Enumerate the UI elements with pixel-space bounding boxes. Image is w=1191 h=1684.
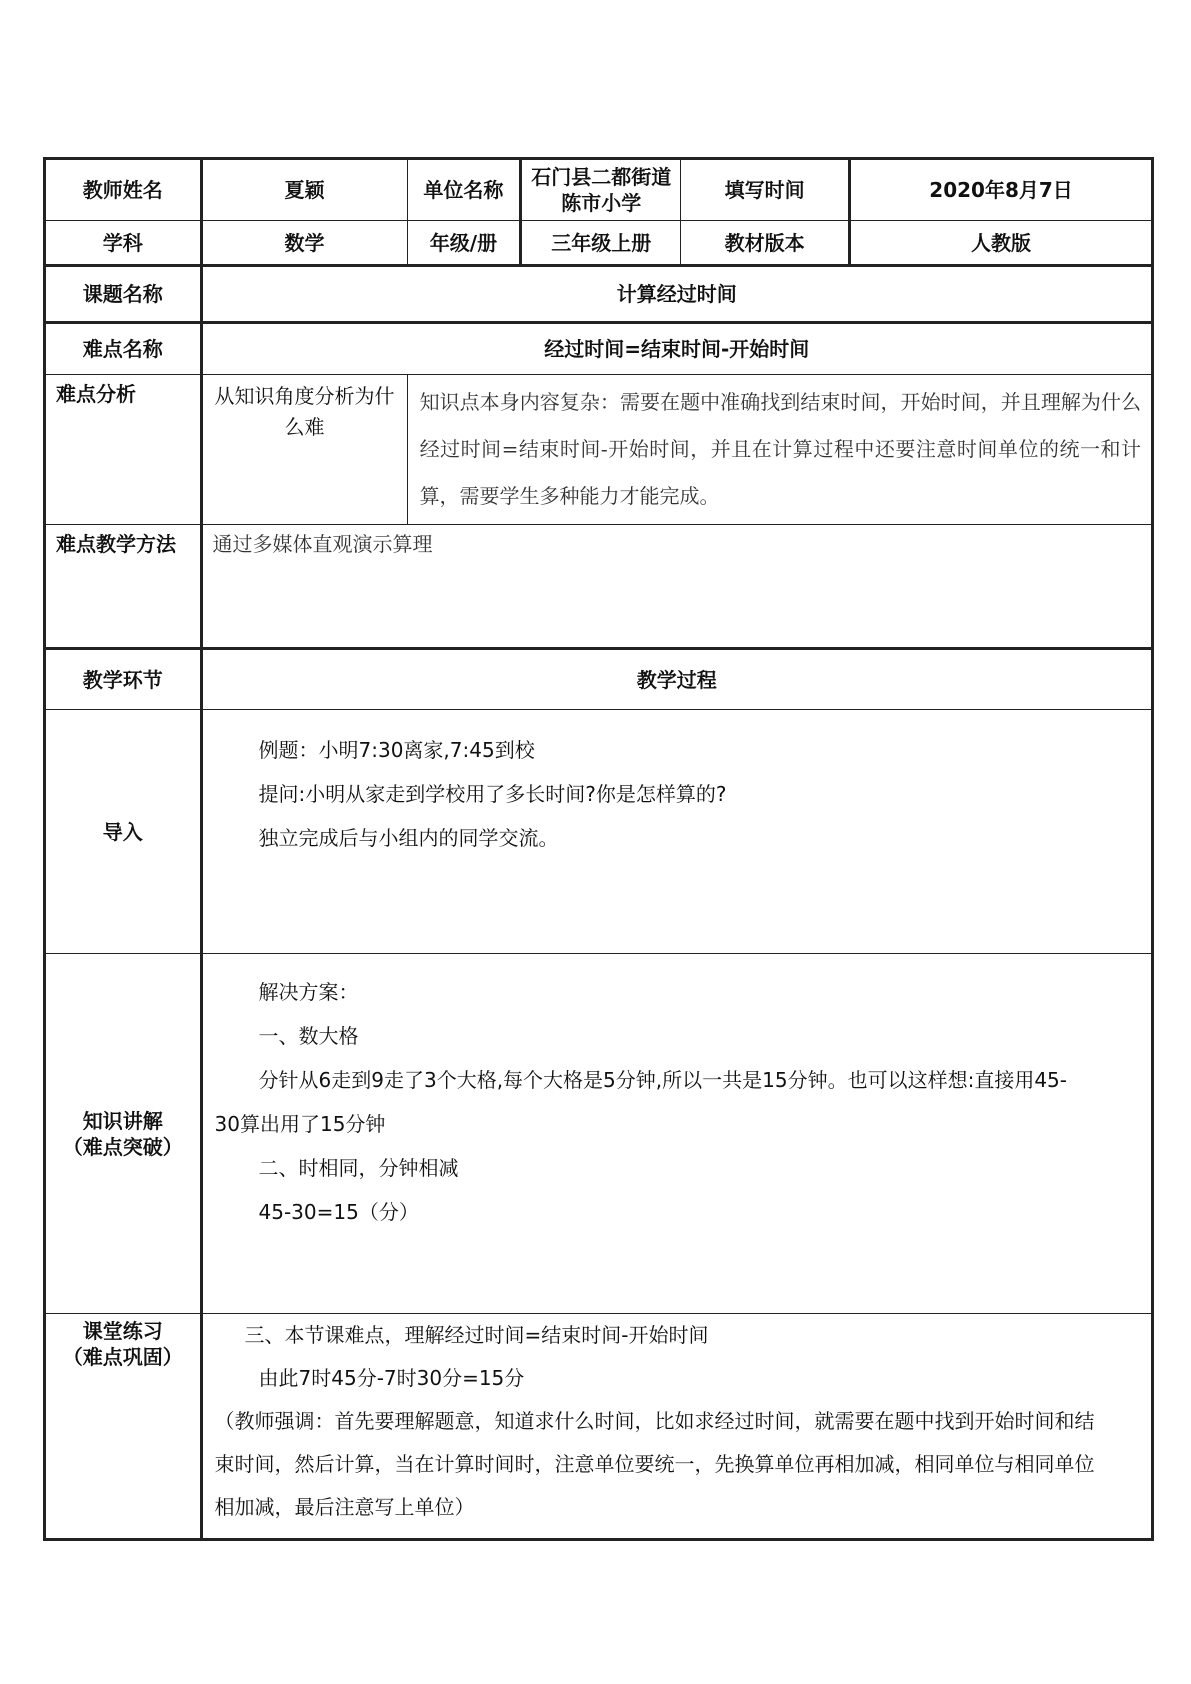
analysis-sub-label: 从知识角度分析为什么难	[201, 375, 407, 525]
practice-line: （教师强调：首先要理解题意，知道求什么时间，比如求经过时间，就需要在题中找到开始时间和结	[214, 1409, 1095, 1433]
process-stage-label: 教学环节	[45, 649, 202, 710]
intro-line: 提问:小明从家走到学校用了多长时间?你是怎样算的?	[258, 782, 727, 806]
difficulty-label: 难点名称	[45, 323, 202, 375]
analysis-label: 难点分析	[45, 375, 202, 525]
intro-line: 独立完成后与小组内的同学交流。	[258, 826, 559, 850]
practice-label-line1: 课堂练习	[82, 1319, 163, 1343]
knowledge-line: 二、时相同，分钟相减	[258, 1156, 459, 1180]
lesson-plan-table	[43, 157, 1154, 1541]
teacher-name-value: 夏颖	[201, 159, 407, 221]
subject-label: 学科	[45, 221, 202, 266]
unit-name-value: 石门县二都街道陈市小学	[521, 159, 681, 221]
knowledge-line: 一、数大格	[258, 1024, 359, 1048]
intro-content	[201, 710, 1152, 954]
analysis-text: 知识点本身内容复杂：需要在题中准确找到结束时间，开始时间，并且理解为什么经过时间=结束时间-开始时间，并且在计算过程中还要注意时间单位的统一和计算，需要学生多种能力才能完成。	[407, 375, 1152, 525]
unit-name-label: 单位名称	[407, 159, 521, 221]
practice-line: 由此7时45分-7时30分=15分	[258, 1366, 525, 1390]
fill-date-value: 2020年8月7日	[850, 159, 1153, 221]
practice-line: 相加减，最后注意写上单位）	[214, 1495, 475, 1519]
teacher-name-label: 教师姓名	[45, 159, 202, 221]
method-label: 难点教学方法	[45, 525, 202, 649]
intro-line: 例题：小明7:30离家,7:45到校	[258, 738, 535, 762]
grade-value: 三年级上册	[521, 221, 681, 266]
knowledge-line: 30算出用了15分钟	[214, 1112, 386, 1136]
process-header-value: 教学过程	[201, 649, 1152, 710]
edition-label: 教材版本	[681, 221, 850, 266]
practice-label-line2: （难点巩固）	[62, 1345, 183, 1369]
grade-label: 年级/册	[407, 221, 521, 266]
method-text: 通过多媒体直观演示算理	[201, 525, 1152, 649]
knowledge-line: 解决方案：	[258, 980, 359, 1004]
edition-value: 人教版	[850, 221, 1153, 266]
knowledge-label-line2: （难点突破）	[62, 1134, 183, 1159]
practice-line: 三、本节课难点，理解经过时间=结束时间-开始时间	[244, 1323, 709, 1347]
difficulty-value: 经过时间=结束时间-开始时间	[201, 323, 1152, 375]
fill-date-label: 填写时间	[681, 159, 850, 221]
knowledge-label-line1: 知识讲解	[82, 1108, 163, 1133]
intro-label: 导入	[45, 710, 202, 954]
knowledge-line: 45-30=15（分）	[258, 1200, 419, 1224]
subject-value: 数学	[201, 221, 407, 266]
knowledge-content	[201, 954, 1152, 1314]
practice-line: 束时间，然后计算，当在计算时间时，注意单位要统一，先换算单位再相加减，相同单位与相同单位	[214, 1452, 1095, 1476]
practice-label	[45, 1314, 202, 1540]
knowledge-line: 分针从6走到9走了3个大格,每个大格是5分钟,所以一共是15分钟。也可以这样想:直接用45-	[258, 1068, 1067, 1092]
practice-content	[201, 1314, 1152, 1540]
topic-value: 计算经过时间	[201, 266, 1152, 323]
knowledge-label	[45, 954, 202, 1314]
topic-label: 课题名称	[45, 266, 202, 323]
